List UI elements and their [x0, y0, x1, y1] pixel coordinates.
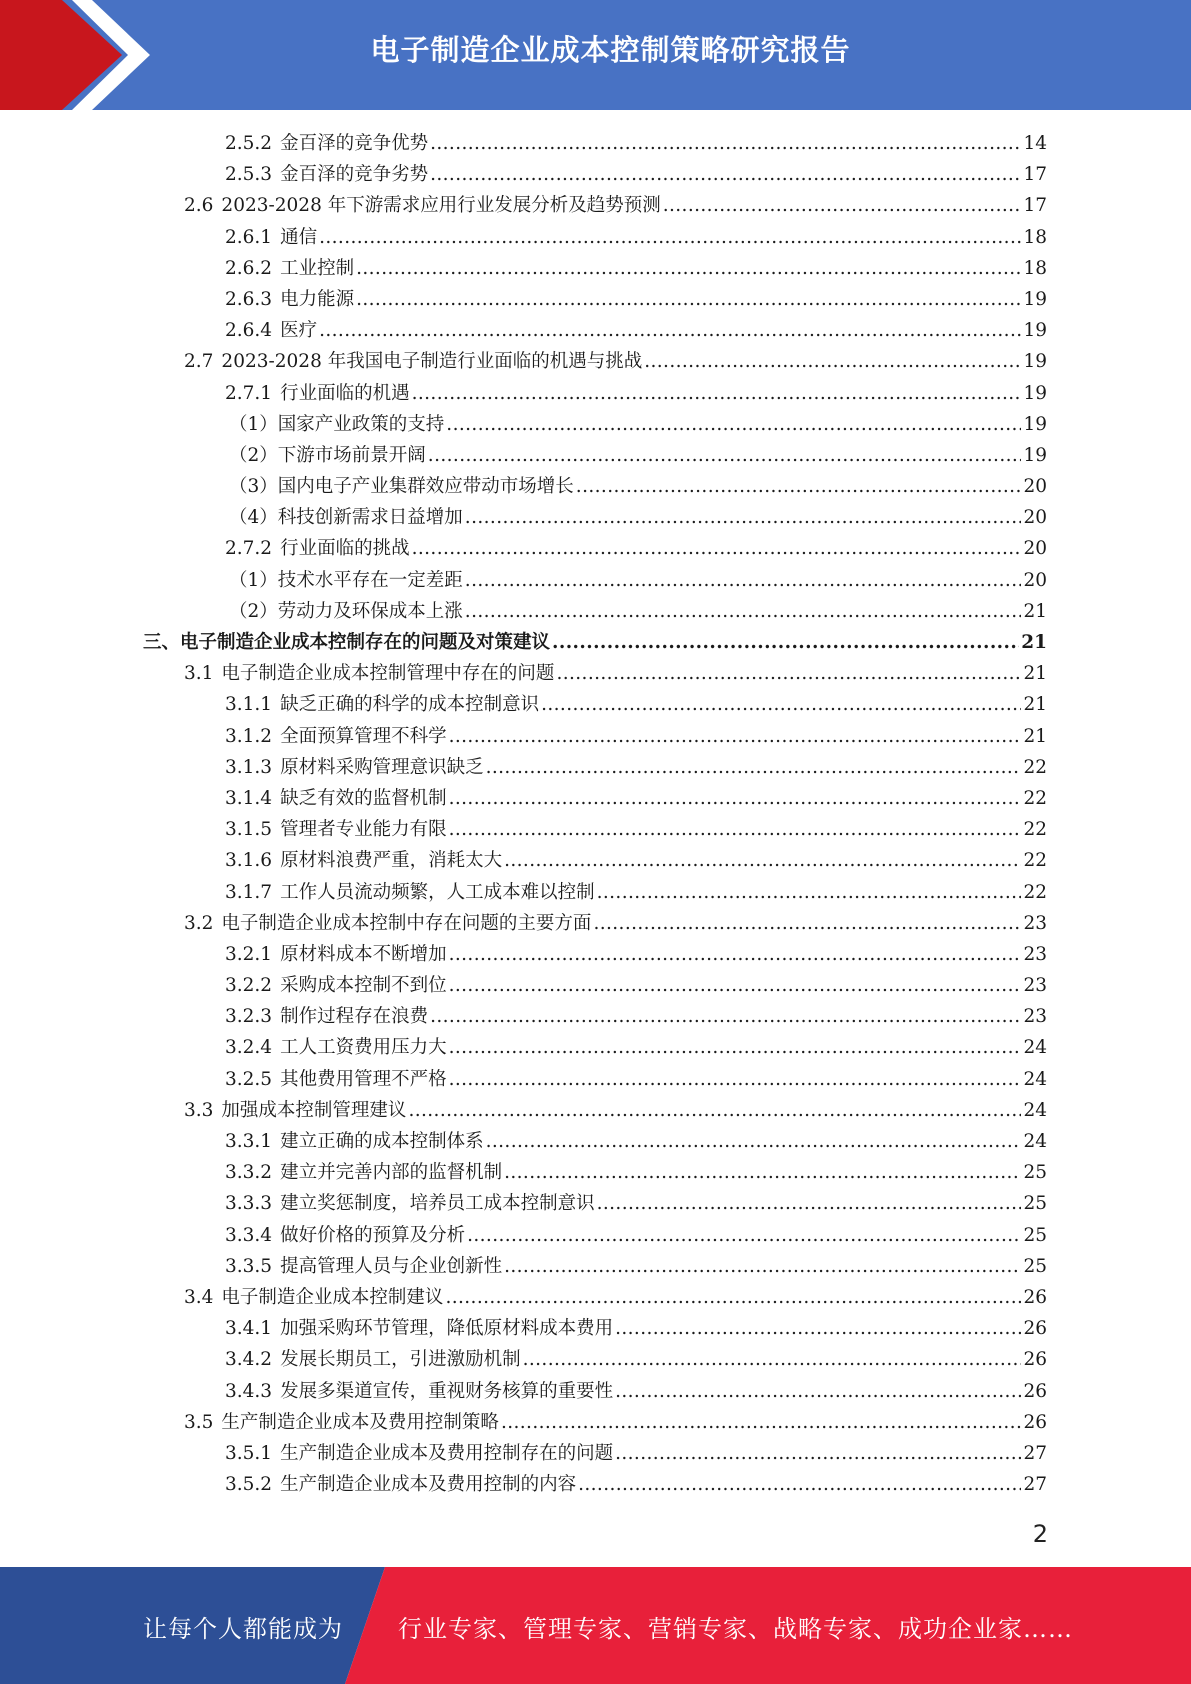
toc-entry-page: 25 — [1023, 1193, 1047, 1215]
toc-leader-dots — [523, 1344, 1022, 1375]
toc-entry-number: 3.4.1 — [225, 1318, 273, 1340]
toc-entry[interactable] — [0, 284, 1191, 315]
toc-entry-title: 管理者专业能力有限 — [280, 819, 447, 841]
toc-leader-dots — [552, 627, 1019, 658]
toc-entry-title: 行业面临的挑战 — [280, 538, 410, 560]
toc-leader-dots — [449, 1064, 1022, 1095]
toc-entry-page: 24 — [1023, 1068, 1047, 1090]
toc-leader-dots — [578, 1469, 1021, 1500]
toc-leader-dots — [615, 1313, 1021, 1344]
toc-entry-page: 21 — [1021, 632, 1047, 653]
toc-entry-number: 3.3.1 — [225, 1131, 273, 1152]
toc-entry-number: 3.4.2 — [225, 1349, 273, 1371]
toc-leader-dots — [663, 190, 1022, 221]
toc-entry-number: 2.6.4 — [225, 320, 273, 342]
toc-entry-title: 2023-2028 年我国电子制造行业面临的机遇与挑战 — [221, 351, 643, 373]
toc-leader-dots — [449, 939, 1022, 970]
toc-leader-dots — [446, 409, 1021, 440]
toc-entry[interactable] — [0, 970, 1191, 1001]
toc-entry-number: 3.2.3 — [225, 1006, 273, 1028]
toc-entry-page: 14 — [1023, 133, 1047, 154]
toc-entry-number: 3.2.2 — [225, 975, 273, 997]
toc-entry-title: 发展长期员工，引进激励机制 — [280, 1349, 521, 1371]
toc-entry[interactable] — [0, 409, 1191, 440]
toc-entry[interactable] — [0, 814, 1191, 845]
page-header — [0, 0, 1191, 110]
toc-entry-page: 21 — [1023, 694, 1047, 716]
toc-entry[interactable] — [0, 939, 1191, 970]
toc-leader-dots — [449, 970, 1022, 1001]
toc-leader-dots — [356, 253, 1021, 284]
toc-entry-page: 22 — [1023, 850, 1047, 872]
toc-leader-dots — [593, 908, 1021, 939]
toc-entry[interactable] — [0, 1126, 1191, 1157]
toc-entry-number: 3.1.6 — [225, 850, 273, 872]
toc-entry[interactable] — [0, 1095, 1191, 1126]
toc-entry-number: 3.4 — [184, 1286, 214, 1308]
toc-entry-page: 19 — [1023, 351, 1047, 373]
toc-leader-dots — [412, 378, 1022, 409]
toc-entry-title: 电子制造企业成本控制管理中存在的问题 — [221, 663, 555, 685]
toc-entry-page: 22 — [1023, 756, 1047, 778]
toc-entry[interactable] — [0, 533, 1191, 564]
toc-entry-title: 科技创新需求日益增加 — [277, 507, 463, 529]
toc-leader-dots — [504, 1251, 1021, 1282]
toc-entry[interactable] — [0, 783, 1191, 814]
toc-entry-number: （1） — [229, 413, 278, 435]
toc-entry-number: （3） — [229, 476, 278, 498]
toc-entry-title: 建立奖惩制度，培养员工成本控制意识 — [280, 1193, 595, 1215]
toc-entry-number: 3.5.2 — [225, 1474, 273, 1496]
toc-leader-dots — [465, 502, 1022, 533]
toc-leader-dots — [504, 1157, 1021, 1188]
page-footer — [0, 1567, 1191, 1684]
toc-entry-title: 缺乏有效的监督机制 — [280, 787, 447, 809]
toc-entry[interactable] — [0, 1407, 1191, 1438]
report-title: 电子制造企业成本控制策略研究报告 — [370, 33, 851, 67]
toc-entry-title: 采购成本控制不到位 — [280, 975, 447, 997]
toc-entry[interactable] — [0, 1064, 1191, 1095]
toc-leader-dots — [428, 440, 1022, 471]
toc-entry-number: 3.2 — [184, 912, 214, 934]
toc-entry-title: 国家产业政策的支持 — [277, 413, 445, 435]
toc-entry-number: 3.1.3 — [225, 756, 273, 778]
toc-entry-title: 原材料采购管理意识缺乏 — [280, 756, 484, 778]
toc-entry-title: 电子制造企业成本控制中存在问题的主要方面 — [221, 912, 592, 934]
toc-leader-dots — [504, 845, 1021, 876]
toc-entry-number: 2.7 — [184, 351, 214, 373]
toc-entry[interactable] — [0, 627, 1191, 658]
toc-leader-dots — [465, 596, 1022, 627]
toc-entry-title: 原材料浪费严重，消耗太大 — [280, 850, 503, 872]
toc-entry-title: 做好价格的预算及分析 — [280, 1224, 466, 1246]
toc-entry-title: 生产制造企业成本及费用控制的内容 — [280, 1474, 577, 1496]
toc-entry[interactable] — [0, 1438, 1191, 1469]
toc-entry-title: 工业控制 — [280, 257, 355, 279]
toc-entry[interactable] — [0, 1001, 1191, 1032]
toc-entry-title: 医疗 — [280, 320, 318, 342]
toc-leader-dots — [430, 1001, 1021, 1032]
toc-leader-dots — [597, 1188, 1022, 1219]
toc-entry-title: 加强成本控制管理建议 — [221, 1099, 407, 1121]
toc-entry[interactable] — [0, 128, 1191, 159]
toc-entry-title: 工人工资费用压力大 — [280, 1037, 447, 1059]
toc-entry[interactable] — [0, 1313, 1191, 1344]
toc-entry-page: 23 — [1023, 943, 1047, 965]
toc-entry[interactable] — [0, 502, 1191, 533]
toc-entry[interactable] — [0, 752, 1191, 783]
toc-leader-dots — [541, 689, 1021, 720]
toc-entry[interactable] — [0, 1469, 1191, 1500]
toc-entry[interactable] — [0, 159, 1191, 190]
toc-entry-page: 26 — [1023, 1318, 1047, 1340]
toc-leader-dots — [576, 471, 1022, 502]
toc-entry-page: 19 — [1023, 382, 1047, 404]
toc-entry-page: 26 — [1023, 1411, 1047, 1433]
toc-entry-title: 电子制造企业成本控制存在的问题及对策建议 — [180, 632, 551, 653]
toc-entry[interactable] — [0, 1220, 1191, 1251]
toc-entry-page: 19 — [1023, 413, 1047, 435]
table-of-contents — [0, 128, 1191, 1500]
toc-entry[interactable] — [0, 1344, 1191, 1375]
toc-entry-title: 制作过程存在浪费 — [280, 1006, 429, 1028]
toc-entry-number: 3.1 — [184, 663, 214, 685]
toc-entry[interactable] — [0, 1188, 1191, 1219]
toc-entry[interactable] — [0, 689, 1191, 720]
toc-entry-page: 25 — [1023, 1162, 1047, 1184]
toc-entry[interactable] — [0, 1157, 1191, 1188]
toc-entry-number: 3.1.7 — [225, 881, 273, 903]
footer-slogan-right: 行业专家、管理专家、营销专家、战略专家、成功企业家…… — [398, 1615, 1073, 1643]
toc-entry-title: 劳动力及环保成本上涨 — [277, 600, 463, 622]
toc-entry-number: 3.3.4 — [225, 1224, 273, 1246]
toc-entry-title: 金百泽的竞争劣势 — [280, 164, 429, 186]
toc-entry-title: 其他费用管理不严格 — [280, 1068, 447, 1090]
toc-leader-dots — [467, 1220, 1021, 1251]
toc-entry[interactable] — [0, 596, 1191, 627]
toc-entry[interactable] — [0, 908, 1191, 939]
toc-entry[interactable] — [0, 877, 1191, 908]
toc-leader-dots — [465, 565, 1022, 596]
toc-entry-page: 24 — [1023, 1099, 1047, 1121]
toc-entry[interactable] — [0, 346, 1191, 377]
toc-entry-title: 生产制造企业成本及费用控制存在的问题 — [280, 1442, 614, 1464]
toc-entry-title: 全面预算管理不科学 — [280, 725, 447, 747]
toc-entry[interactable] — [0, 1251, 1191, 1282]
toc-entry-page: 22 — [1023, 787, 1047, 809]
toc-leader-dots — [449, 721, 1022, 752]
toc-entry[interactable] — [0, 378, 1191, 409]
toc-entry-number: 3.3.2 — [225, 1162, 273, 1184]
toc-entry-number: （4） — [229, 507, 278, 529]
toc-entry[interactable] — [0, 315, 1191, 346]
toc-entry-page: 22 — [1023, 819, 1047, 841]
toc-entry-page: 20 — [1023, 507, 1047, 529]
toc-entry-number: 2.6.1 — [225, 226, 273, 248]
toc-entry-number: 2.5.2 — [225, 133, 273, 154]
toc-entry-number: 3.1.5 — [225, 819, 273, 841]
toc-entry-number: 3.2.4 — [225, 1037, 273, 1059]
toc-entry-number: 3.5.1 — [225, 1442, 273, 1464]
toc-entry[interactable] — [0, 1282, 1191, 1313]
toc-entry-number: 2.6.2 — [225, 257, 273, 279]
toc-entry-number: 3.5 — [184, 1411, 214, 1433]
toc-entry-title: 生产制造企业成本及费用控制策略 — [221, 1411, 499, 1433]
toc-leader-dots — [501, 1407, 1022, 1438]
toc-entry-page: 20 — [1023, 476, 1047, 498]
toc-leader-dots — [319, 222, 1021, 253]
toc-leader-dots — [644, 346, 1021, 377]
toc-entry-title: 电力能源 — [280, 288, 355, 310]
footer-slogan-left: 让每个人都能成为 — [143, 1615, 343, 1643]
toc-entry-page: 23 — [1023, 1006, 1047, 1028]
toc-entry-page: 21 — [1023, 600, 1047, 622]
toc-entry-page: 19 — [1023, 444, 1047, 466]
toc-entry-page: 24 — [1023, 1131, 1047, 1152]
toc-entry-page: 20 — [1023, 538, 1047, 560]
toc-entry-title: 金百泽的竞争优势 — [280, 133, 429, 154]
toc-entry-title: 2023-2028 年下游需求应用行业发展分析及趋势预测 — [221, 195, 661, 217]
toc-entry[interactable] — [0, 721, 1191, 752]
toc-entry-number: 3.2.1 — [225, 943, 273, 965]
toc-entry-number: 三、 — [143, 632, 181, 653]
toc-entry[interactable] — [0, 565, 1191, 596]
toc-leader-dots — [412, 533, 1022, 564]
page-number: 2 — [1032, 1520, 1048, 1548]
toc-entry-number: （2） — [229, 444, 278, 466]
toc-entry-page: 26 — [1023, 1349, 1047, 1371]
toc-entry-number: 3.1.4 — [225, 787, 273, 809]
toc-entry[interactable] — [0, 1376, 1191, 1407]
toc-entry-title: 技术水平存在一定差距 — [277, 569, 463, 591]
toc-entry-page: 23 — [1023, 975, 1047, 997]
toc-leader-dots — [430, 128, 1021, 159]
toc-leader-dots — [486, 752, 1022, 783]
toc-entry[interactable] — [0, 190, 1191, 221]
toc-leader-dots — [449, 1032, 1022, 1063]
toc-leader-dots — [319, 315, 1021, 346]
toc-leader-dots — [556, 658, 1021, 689]
toc-entry-page: 26 — [1023, 1286, 1047, 1308]
toc-leader-dots — [597, 877, 1022, 908]
toc-entry-number: 3.4.3 — [225, 1380, 273, 1402]
toc-leader-dots — [615, 1438, 1021, 1469]
toc-entry-title: 建立并完善内部的监督机制 — [280, 1162, 503, 1184]
toc-entry-title: 通信 — [280, 226, 318, 248]
toc-entry-number: 2.7.1 — [225, 382, 273, 404]
toc-leader-dots — [408, 1095, 1021, 1126]
toc-entry-title: 工作人员流动频繁，人工成本难以控制 — [280, 881, 595, 903]
toc-leader-dots — [615, 1376, 1021, 1407]
toc-entry[interactable] — [0, 471, 1191, 502]
toc-entry-page: 22 — [1023, 881, 1047, 903]
toc-entry-page: 26 — [1023, 1380, 1047, 1402]
toc-entry-title: 行业面临的机遇 — [280, 382, 410, 404]
toc-entry-page: 20 — [1023, 569, 1047, 591]
toc-entry-page: 27 — [1023, 1474, 1047, 1496]
toc-entry-number: （2） — [229, 600, 278, 622]
toc-entry-number: 2.5.3 — [225, 164, 273, 186]
toc-entry[interactable] — [0, 658, 1191, 689]
toc-entry-number: 3.3.5 — [225, 1255, 273, 1277]
toc-leader-dots — [356, 284, 1021, 315]
toc-entry-number: （1） — [229, 569, 278, 591]
toc-entry-title: 建立正确的成本控制体系 — [280, 1131, 484, 1152]
toc-entry-number: 2.7.2 — [225, 538, 273, 560]
toc-entry-page: 21 — [1023, 663, 1047, 685]
toc-entry-title: 原材料成本不断增加 — [280, 943, 447, 965]
toc-entry-page: 27 — [1023, 1442, 1047, 1464]
toc-entry-page: 21 — [1023, 725, 1047, 747]
toc-entry-number: 3.1.2 — [225, 725, 273, 747]
toc-entry-page: 18 — [1023, 257, 1047, 279]
toc-entry-number: 2.6 — [184, 195, 214, 217]
toc-leader-dots — [486, 1126, 1022, 1157]
toc-entry[interactable] — [0, 1032, 1191, 1063]
toc-entry-page: 19 — [1023, 288, 1047, 310]
toc-entry-page: 17 — [1023, 164, 1047, 186]
toc-entry-page: 25 — [1023, 1255, 1047, 1277]
toc-entry-page: 25 — [1023, 1224, 1047, 1246]
toc-entry-number: 3.3.3 — [225, 1193, 273, 1215]
toc-entry-title: 下游市场前景开阔 — [277, 444, 426, 466]
toc-entry-title: 电子制造企业成本控制建议 — [221, 1286, 444, 1308]
toc-entry-title: 缺乏正确的科学的成本控制意识 — [280, 694, 540, 716]
toc-entry-number: 3.1.1 — [225, 694, 273, 716]
toc-leader-dots — [445, 1282, 1021, 1313]
toc-entry-number: 3.3 — [184, 1099, 214, 1121]
toc-leader-dots — [449, 814, 1022, 845]
toc-entry-page: 18 — [1023, 226, 1047, 248]
toc-entry[interactable] — [0, 253, 1191, 284]
toc-entry-title: 国内电子产业集群效应带动市场增长 — [277, 476, 574, 498]
toc-entry-number: 2.6.3 — [225, 288, 273, 310]
toc-entry-page: 23 — [1023, 912, 1047, 934]
toc-entry[interactable] — [0, 845, 1191, 876]
toc-entry-page: 24 — [1023, 1037, 1047, 1059]
toc-entry-title: 加强采购环节管理，降低原材料成本费用 — [280, 1318, 614, 1340]
toc-leader-dots — [430, 159, 1021, 190]
toc-entry[interactable] — [0, 222, 1191, 253]
toc-entry[interactable] — [0, 440, 1191, 471]
toc-leader-dots — [449, 783, 1022, 814]
toc-entry-page: 19 — [1023, 320, 1047, 342]
toc-entry-title: 提高管理人员与企业创新性 — [280, 1255, 503, 1277]
toc-entry-page: 17 — [1023, 195, 1047, 217]
toc-entry-title: 发展多渠道宣传，重视财务核算的重要性 — [280, 1380, 614, 1402]
toc-entry-number: 3.2.5 — [225, 1068, 273, 1090]
